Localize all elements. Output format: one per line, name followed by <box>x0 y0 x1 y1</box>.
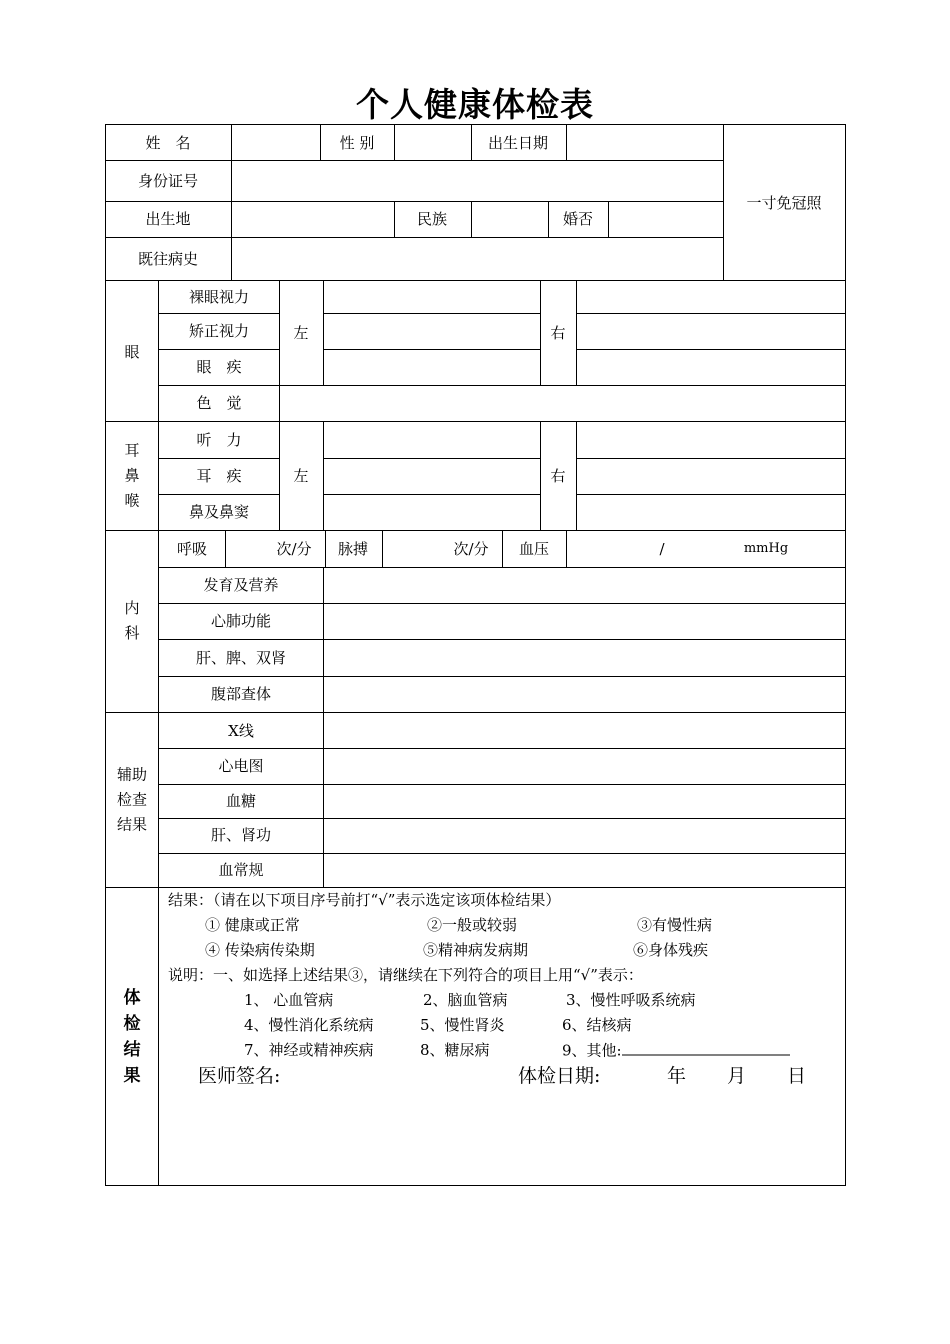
blood-pressure-label: 血压 <box>518 540 550 558</box>
ear-disease-label: 耳 疾 <box>196 467 242 485</box>
grid-line <box>323 494 540 495</box>
grid-line <box>325 530 326 567</box>
ethnicity-label: 民族 <box>416 210 448 228</box>
grid-line <box>323 567 324 712</box>
grid-line <box>158 784 846 785</box>
grid-line <box>471 124 472 160</box>
ent-left-label: 左 <box>293 467 309 485</box>
gender-field[interactable] <box>395 125 470 160</box>
disease-option-7[interactable]: 7、神经或精神疾病 <box>244 1041 374 1059</box>
respiration-unit: 次/分 <box>276 540 312 558</box>
photo-placeholder <box>723 125 845 280</box>
eye-disease-label: 眼 疾 <box>196 358 242 376</box>
grid-line <box>323 349 540 350</box>
disease-option-1[interactable]: 1、 心血管病 <box>244 991 334 1009</box>
exam-date-year: 年 <box>667 1065 687 1087</box>
abdominal-exam-label: 腹部查体 <box>210 685 272 703</box>
naked-vision-label: 裸眼视力 <box>188 288 250 306</box>
grid-line <box>279 421 280 530</box>
marital-status-field[interactable] <box>609 202 722 237</box>
birthplace-label: 出生地 <box>145 210 191 228</box>
grid-line <box>576 458 846 459</box>
grid-line <box>158 676 846 677</box>
photo-label: 一寸免冠照 <box>746 194 822 212</box>
result-option-4[interactable]: ④ 传染病传染期 <box>205 941 315 959</box>
grid-line <box>279 280 280 421</box>
blood-pressure-slash: / <box>659 540 665 558</box>
blood-sugar-label: 血糖 <box>225 792 257 810</box>
grid-line <box>566 530 567 567</box>
grid-line <box>158 313 279 314</box>
eye-section-label: 眼 <box>124 343 140 361</box>
name-field[interactable] <box>232 125 319 160</box>
grid-line <box>105 712 846 713</box>
internal-section-label: 内科 <box>124 599 140 642</box>
ethnicity-field[interactable] <box>472 202 547 237</box>
id-number-field[interactable] <box>232 161 722 200</box>
liver-kidney-function-label: 肝、肾功 <box>210 826 272 844</box>
result-option-2[interactable]: ②一般或较弱 <box>427 916 518 934</box>
grid-line <box>158 748 846 749</box>
result-instruction: 结果：（请在以下项目序号前打“√”表示选定该项体检结果） <box>168 891 561 909</box>
result-option-3[interactable]: ③有慢性病 <box>637 916 713 934</box>
blood-pressure-unit: mmHg <box>743 541 789 556</box>
birthdate-field[interactable] <box>567 125 722 160</box>
disease-option-2[interactable]: 2、脑血管病 <box>423 991 508 1009</box>
doctor-signature-label: 医师签名: <box>198 1065 281 1087</box>
xray-label: X线 <box>228 722 254 740</box>
grid-line <box>105 280 846 281</box>
pulse-unit: 次/分 <box>453 540 489 558</box>
medical-history-field[interactable] <box>232 238 722 279</box>
grid-line <box>576 313 846 314</box>
grid-line <box>158 853 846 854</box>
grid-line <box>323 280 324 385</box>
grid-line <box>105 421 846 422</box>
result-option-6[interactable]: ⑥身体残疾 <box>633 941 709 959</box>
grid-line <box>105 530 846 531</box>
grid-line <box>323 458 540 459</box>
nose-sinus-label: 鼻及鼻窦 <box>188 503 250 521</box>
grid-line <box>323 313 540 314</box>
grid-line <box>158 494 279 495</box>
disease-option-4[interactable]: 4、慢性消化系统病 <box>244 1016 374 1034</box>
birthdate-label: 出生日期 <box>487 134 549 152</box>
ent-section-label: 耳鼻喉 <box>124 441 140 510</box>
respiration-label: 呼吸 <box>176 540 208 558</box>
color-vision-label: 色 觉 <box>196 394 242 412</box>
form-title: 个人健康体检表 <box>356 85 594 124</box>
gender-label: 性 别 <box>339 134 375 152</box>
grid-line <box>158 385 846 386</box>
other-disease-field[interactable] <box>622 1041 790 1056</box>
id-number-label: 身份证号 <box>137 172 199 190</box>
exam-date-month: 月 <box>727 1065 747 1087</box>
grid-line <box>323 421 324 530</box>
result-section-label: 体检结果 <box>123 988 141 1086</box>
grid-line <box>540 421 541 530</box>
grid-line <box>382 530 383 567</box>
cardiopulmonary-label: 心肺功能 <box>210 612 272 630</box>
grid-line <box>323 712 324 887</box>
grid-line <box>540 280 541 385</box>
medical-history-label: 既往病史 <box>137 250 199 268</box>
auxiliary-section-label: 辅助检查结果 <box>116 765 147 834</box>
grid-line <box>158 639 846 640</box>
development-label: 发育及营养 <box>203 576 279 594</box>
grid-line <box>158 567 846 568</box>
marital-status-label: 婚否 <box>562 210 594 228</box>
grid-line <box>576 280 577 385</box>
grid-line <box>502 530 503 567</box>
pulse-label: 脉搏 <box>337 540 369 558</box>
eye-right-label: 右 <box>550 324 566 342</box>
grid-line <box>576 421 577 530</box>
result-note: 说明：一、如选择上述结果③，请继续在下列符合的项目上用“√”表示： <box>168 966 643 984</box>
disease-option-5[interactable]: 5、慢性肾炎 <box>420 1016 505 1034</box>
grid-line <box>225 530 226 567</box>
exam-date-day: 日 <box>787 1065 807 1087</box>
grid-line <box>105 887 846 888</box>
grid-line <box>576 349 846 350</box>
grid-line <box>158 458 279 459</box>
grid-line <box>158 603 846 604</box>
liver-spleen-kidney-label: 肝、脾、双肾 <box>195 649 287 667</box>
disease-option-9[interactable] <box>562 1041 790 1060</box>
grid-line <box>158 818 846 819</box>
disease-option-8[interactable]: 8、糖尿病 <box>420 1041 490 1059</box>
result-option-5[interactable]: ⑤精神病发病期 <box>423 941 529 959</box>
ecg-label: 心电图 <box>218 757 264 775</box>
name-label: 姓 名 <box>145 134 191 152</box>
corrected-vision-label: 矫正视力 <box>188 322 250 340</box>
exam-date-label: 体检日期: <box>518 1065 601 1087</box>
grid-line <box>320 124 321 160</box>
grid-line <box>158 349 279 350</box>
disease-option-9-label: 9、其他: <box>562 1041 622 1060</box>
disease-option-3[interactable]: 3、慢性呼吸系统病 <box>566 991 696 1009</box>
grid-line <box>158 280 159 1186</box>
disease-option-6[interactable]: 6、结核病 <box>562 1016 632 1034</box>
birthplace-field[interactable] <box>232 202 393 237</box>
blood-routine-label: 血常规 <box>218 861 264 879</box>
grid-line <box>548 201 549 237</box>
grid-line <box>394 201 395 237</box>
grid-line <box>576 494 846 495</box>
result-option-1[interactable]: ① 健康或正常 <box>205 916 300 934</box>
hearing-label: 听 力 <box>196 431 242 449</box>
eye-left-label: 左 <box>293 324 309 342</box>
ent-right-label: 右 <box>550 467 566 485</box>
